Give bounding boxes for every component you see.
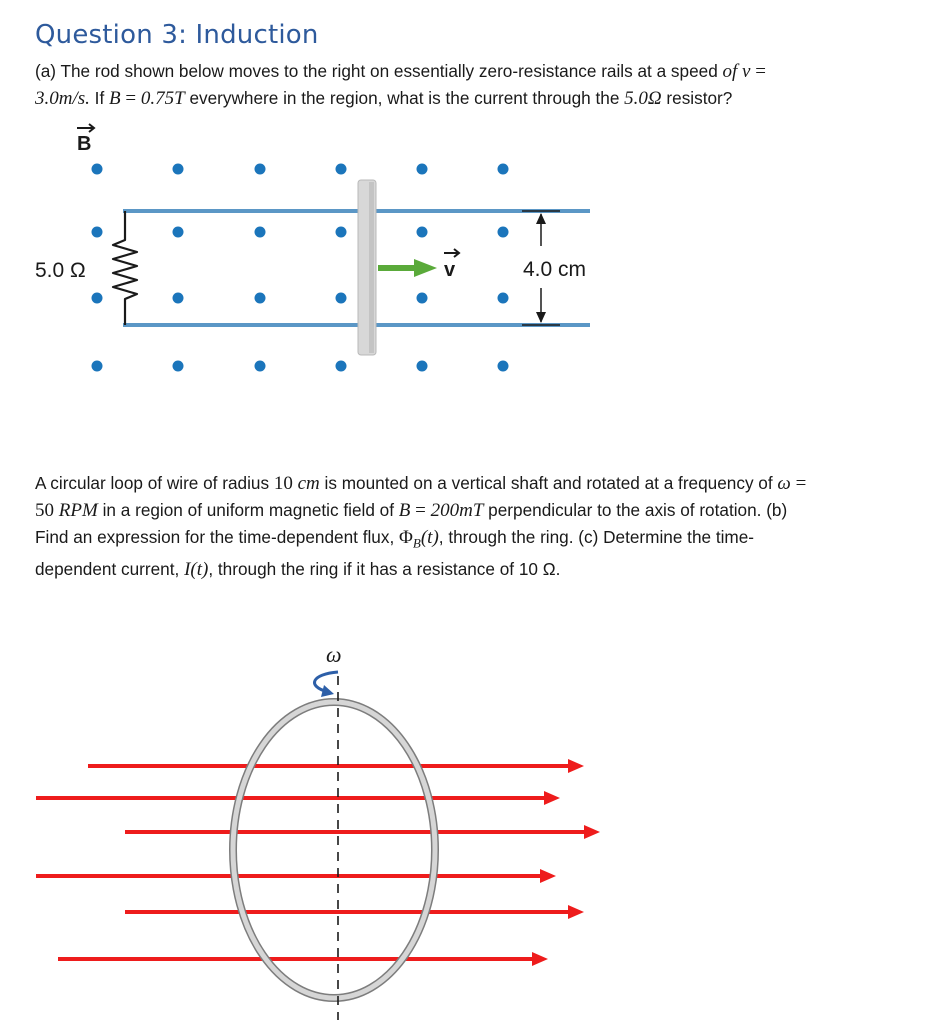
math-phi-subscript: B [412, 535, 421, 551]
velocity-label: v [444, 259, 456, 281]
part-bc-text-5: Find an expression for the time-dependent flux, [35, 527, 400, 547]
math-equals-4: = [410, 500, 431, 521]
part-bc-text-4: perpendicular to the axis of rotation. (b) [483, 500, 788, 520]
math-omega: ω [777, 473, 791, 494]
math-speed-value: 3.0m/s. [35, 88, 90, 109]
field-arrowhead-icon [568, 759, 584, 773]
field-arrowhead-icon [568, 905, 584, 919]
math-equals: = [750, 61, 766, 82]
math-current: I(t) [184, 559, 209, 581]
math-rpm-value: 50 [35, 500, 54, 521]
math-b-var: B [109, 88, 121, 109]
part-a-text-4: resistor? [661, 88, 733, 108]
math-resistance: 5.0Ω [624, 88, 662, 109]
field-arrowhead-icon [544, 791, 560, 805]
rotation-arrowhead-icon [321, 685, 334, 697]
part-a-text-3: everywhere in the region, what is the current through the [184, 88, 625, 108]
math-equals-2: = [120, 88, 141, 109]
math-rpm-unit: RPM [58, 500, 98, 521]
math-phi: Φ [399, 527, 413, 548]
math-b-value: 0.75T [140, 88, 185, 109]
part-bc-text-2: is mounted on a vertical shaft and rotated at a frequency of [319, 473, 778, 493]
field-arrowhead-icon [584, 825, 600, 839]
resistor-label: 5.0 Ω [35, 259, 86, 282]
omega-label: ω [326, 642, 342, 667]
part-a-text-1: (a) The rod shown below moves to the right on essentially zero-resistance rails at a speed [35, 61, 723, 81]
math-radius-unit: cm [297, 473, 320, 494]
part-bc-text-6: , through the ring. (c) Determine the time- [438, 527, 755, 547]
b-field-label: B [77, 133, 92, 155]
part-bc-text-8: , through the ring if it has a resistance of 10 Ω. [208, 559, 561, 580]
wire-ring [233, 702, 435, 998]
part-bc-text-3: in a region of uniform magnetic field of [97, 500, 399, 520]
field-arrowhead-icon [540, 869, 556, 883]
math-equals-3: = [790, 473, 807, 494]
math-phi-arg: (t) [420, 527, 439, 548]
math-radius: 10 [273, 473, 293, 494]
math-b-var-2: B [398, 500, 411, 521]
page-title: Question 3: Induction [35, 20, 319, 50]
part-a-text-2: If [89, 88, 110, 108]
math-b-value-2: 200mT [430, 500, 484, 521]
math-speed-var: of v [722, 61, 751, 82]
part-bc-text-1: A circular loop of wire of radius [35, 473, 274, 493]
field-arrowhead-icon [532, 952, 548, 966]
magnetic-field-lines [36, 759, 600, 966]
distance-label: 4.0 cm [523, 258, 587, 281]
part-bc-text-7: dependent current, [35, 559, 185, 580]
